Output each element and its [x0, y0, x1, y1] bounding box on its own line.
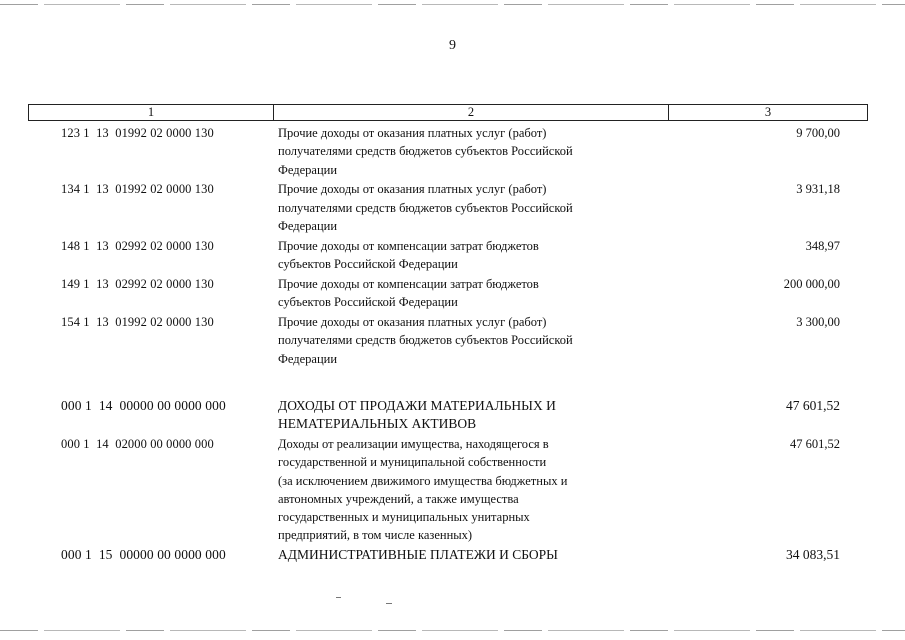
description-line: Прочие доходы от оказания платных услуг (работ) — [278, 314, 547, 329]
scan-speck — [336, 597, 341, 598]
table-row — [28, 397, 868, 434]
row-description — [273, 313, 668, 368]
table-row — [28, 275, 868, 312]
description-line: НЕМАТЕРИАЛЬНЫХ АКТИВОВ — [278, 416, 477, 432]
description-line: (за исключением движимого имущества бюджетных и — [278, 473, 568, 488]
row-description — [273, 124, 668, 179]
description-line: субъектов Российской Федерации — [278, 257, 458, 272]
budget-code: 154 1 13 01992 02 0000 130 — [61, 314, 214, 329]
table-body — [28, 124, 868, 566]
table-header — [28, 104, 868, 121]
scan-speck — [386, 603, 392, 604]
row-amount: 9 700,00 — [796, 126, 840, 140]
row-description — [273, 435, 668, 545]
table-row — [28, 180, 868, 235]
table-row — [28, 313, 868, 368]
budget-code: 123 1 13 01992 02 0000 130 — [61, 126, 214, 140]
description-line: Прочие доходы от оказания платных услуг (работ) — [278, 126, 547, 140]
description-line: Федерации — [278, 218, 338, 233]
header-col-2: 2 — [274, 105, 669, 120]
description-line: автономных учреждений, а также имущества — [278, 491, 519, 506]
budget-code: 000 1 14 02000 00 0000 000 — [61, 436, 214, 451]
description-line: государственной и муниципальной собственности — [278, 455, 547, 470]
budget-code: 149 1 13 02992 02 0000 130 — [61, 276, 214, 291]
description-line: получателями средств бюджетов субъектов Российской — [278, 333, 573, 348]
row-amount: 34 083,51 — [786, 547, 840, 563]
description-line: ДОХОДЫ ОТ ПРОДАЖИ МАТЕРИАЛЬНЫХ И — [278, 397, 556, 413]
header-col-1: 1 — [29, 105, 274, 120]
description-line: получателями средств бюджетов субъектов Российской — [278, 200, 573, 215]
description-line: Прочие доходы от оказания платных услуг (работ) — [278, 182, 547, 197]
description-line: Доходы от реализации имущества, находящегося в — [278, 436, 549, 451]
row-description — [273, 237, 668, 274]
row-amount: 348,97 — [805, 238, 840, 253]
row-amount: 3 931,18 — [796, 182, 840, 197]
table-row — [28, 124, 868, 179]
description-line: субъектов Российской Федерации — [278, 295, 458, 310]
row-description — [273, 275, 668, 312]
budget-code: 000 1 15 00000 00 0000 000 — [61, 547, 226, 563]
description-line: Федерации — [278, 162, 338, 177]
budget-code: 134 1 13 01992 02 0000 130 — [61, 182, 214, 197]
table-row — [28, 546, 868, 564]
description-line: государственных и муниципальных унитарных — [278, 510, 530, 525]
description-line: получателями средств бюджетов субъектов Российской — [278, 144, 573, 159]
scan-artifact-top — [0, 4, 905, 5]
row-description — [273, 546, 668, 564]
table-row — [28, 237, 868, 274]
description-line: предприятий, в том числе казенных) — [278, 528, 473, 543]
description-line: Прочие доходы от компенсации затрат бюджетов — [278, 276, 539, 291]
row-description — [273, 397, 668, 434]
row-amount: 200 000,00 — [783, 276, 840, 291]
budget-code: 148 1 13 02992 02 0000 130 — [61, 238, 214, 253]
scan-artifact-bottom — [0, 630, 905, 631]
row-amount: 3 300,00 — [796, 314, 840, 329]
row-description — [273, 180, 668, 235]
description-line: Прочие доходы от компенсации затрат бюджетов — [278, 238, 539, 253]
row-amount: 47 601,52 — [790, 436, 840, 451]
description-line: Федерации — [278, 351, 338, 366]
table-row — [28, 435, 868, 545]
page-number: 9 — [449, 38, 456, 53]
description-line: АДМИНИСТРАТИВНЫЕ ПЛАТЕЖИ И СБОРЫ — [278, 547, 558, 563]
budget-code: 000 1 14 00000 00 0000 000 — [61, 397, 226, 413]
row-amount: 47 601,52 — [786, 397, 840, 413]
header-col-3: 3 — [764, 105, 772, 119]
